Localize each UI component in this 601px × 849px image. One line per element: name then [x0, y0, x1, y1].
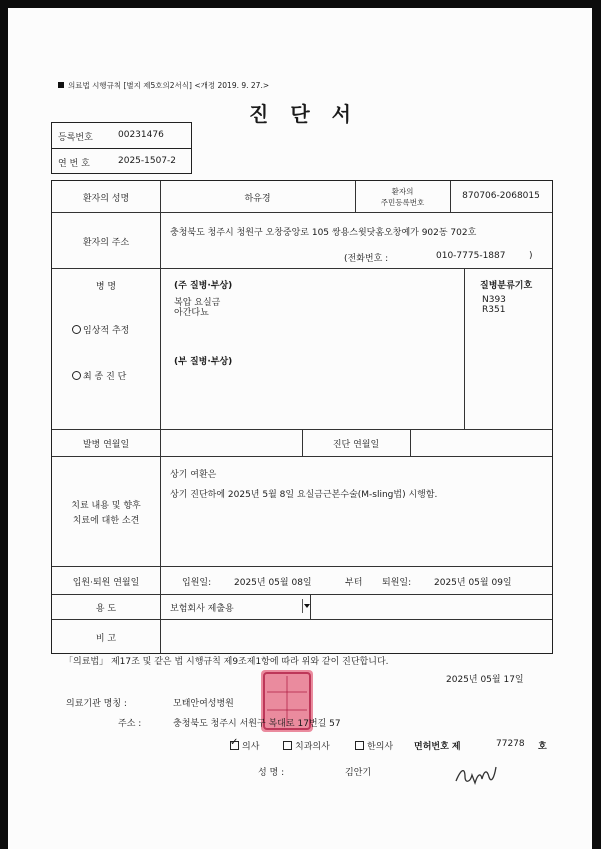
- purpose-label: 용 도: [95, 604, 117, 614]
- patient-phone: 010-7775-1887: [436, 251, 506, 261]
- phone-label: (전화번호 :: [344, 254, 389, 264]
- phone-close: ): [529, 251, 533, 261]
- checkbox-icon: [283, 741, 292, 750]
- divider: [52, 212, 552, 213]
- divider: [52, 619, 552, 620]
- institution-address: 충청북도 청주시 서원구 복대로 17번길 57: [173, 719, 341, 729]
- divider: [52, 456, 552, 457]
- admission-to: 부터: [345, 578, 363, 588]
- rrn-label-line2: 주민등록번호: [380, 198, 425, 207]
- admission-in-label: 입원일:: [182, 578, 212, 588]
- diagnosis-label: 병 명: [95, 282, 117, 292]
- reg-label: 등록번호: [58, 133, 93, 143]
- option-final[interactable]: [72, 369, 126, 382]
- serial-label: 연 번 호: [58, 159, 90, 169]
- admission-in-date: 2025년 05월 08일: [234, 578, 312, 588]
- diagnosis-form-table: [51, 180, 553, 654]
- admission-label: 입원·퇴원 연월일: [72, 578, 140, 588]
- purpose-select[interactable]: 보험회사 제출용: [170, 604, 234, 614]
- law-reference-text: 의료법 시행규칙 [별지 제5호의2서식] <개정 2019. 9. 27.>: [68, 81, 270, 90]
- radio-circle-icon: [72, 371, 81, 380]
- signer-name: 김안기: [345, 768, 372, 778]
- institution-label: 의료기관 명칭 :: [66, 699, 127, 709]
- option-final-label: 최 종 진 단: [83, 372, 127, 382]
- role-dentist-label: 치과의사: [295, 742, 330, 752]
- divider: [52, 594, 552, 595]
- registration-row: [52, 123, 191, 148]
- license-number: 77278: [496, 739, 525, 749]
- treatment-line2: 상기 진단하에 2025년 5월 8일 요실금근본수술(M-sling법) 시행함.: [170, 490, 438, 500]
- rrn-label-line1: 환자의: [391, 187, 414, 196]
- patient-name: 하유경: [244, 194, 271, 204]
- checkbox-icon: [355, 741, 364, 750]
- disease-code: R351: [482, 305, 506, 315]
- patient-address: 충청북도 청주시 청원구 오창중앙로 105 쌍용스윗닷홈오창예가 902동 702호: [170, 228, 477, 238]
- divider: [52, 566, 552, 567]
- treatment-line1: 상기 여환은: [170, 470, 217, 480]
- serial-row: [52, 148, 191, 174]
- chevron-down-icon[interactable]: [302, 599, 311, 613]
- document-title: 진단서: [249, 102, 373, 126]
- divider: [410, 429, 411, 456]
- law-reference: [58, 80, 269, 91]
- role-oriental-checkbox[interactable]: [355, 739, 393, 752]
- option-clinical[interactable]: [72, 323, 129, 336]
- main-disease-header: (주 질병·부상): [174, 281, 233, 291]
- divider: [464, 268, 465, 429]
- license-label: 면허번호 제: [414, 742, 461, 752]
- patient-name-label: 환자의 성명: [82, 194, 130, 204]
- declaration-statement: 「의료법」 제17조 및 같은 법 시행규칙 제9조제1항에 따라 위와 같이 진단합니다.: [64, 657, 389, 667]
- divider: [160, 181, 161, 653]
- license-suffix: 호: [538, 742, 547, 752]
- treatment-label-line1: 치료 내용 및 향후: [71, 501, 141, 511]
- treatment-label-line2: 치료에 대한 소견: [72, 516, 140, 526]
- option-clinical-label: 임상적 추정: [83, 326, 130, 336]
- checkbox-checked-icon: [230, 741, 239, 750]
- disease-code: N393: [482, 295, 506, 305]
- diagnosis-date-label: 진단 연월일: [332, 440, 380, 450]
- institution-name: 모태안여성병원: [173, 699, 234, 709]
- registration-box: [51, 122, 192, 174]
- main-disease-item: 복압 요실금: [174, 298, 221, 308]
- patient-address-label: 환자의 주소: [82, 238, 130, 248]
- issue-date: 2025년 05월 17일: [446, 675, 524, 685]
- signer-label: 성 명 :: [258, 768, 285, 778]
- role-oriental-label: 한의사: [367, 742, 394, 752]
- institution-address-label: 주소 :: [118, 719, 142, 729]
- radio-circle-icon: [72, 325, 81, 334]
- signature-icon: [453, 763, 499, 789]
- admission-out-date: 2025년 05월 09일: [434, 578, 512, 588]
- divider: [52, 268, 552, 269]
- remarks-label: 비 고: [95, 634, 117, 644]
- reg-value: 00231476: [118, 130, 164, 140]
- patient-rrn: 870706-2068015: [462, 191, 540, 201]
- sub-disease-header: (부 질병·부상): [174, 357, 233, 367]
- role-doctor-label: 의사: [242, 742, 260, 752]
- main-disease-item: 아간다뇨: [174, 308, 209, 318]
- role-dentist-checkbox[interactable]: [283, 739, 330, 752]
- serial-value: 2025-1507-2: [118, 156, 177, 166]
- admission-out-label: 퇴원일:: [382, 578, 412, 588]
- document-page: [8, 8, 592, 849]
- onset-date-label: 발병 연월일: [82, 440, 130, 450]
- square-bullet-icon: [58, 82, 64, 88]
- role-doctor-checkbox[interactable]: [230, 739, 259, 752]
- disease-code-header: 질병분류기호: [480, 281, 533, 291]
